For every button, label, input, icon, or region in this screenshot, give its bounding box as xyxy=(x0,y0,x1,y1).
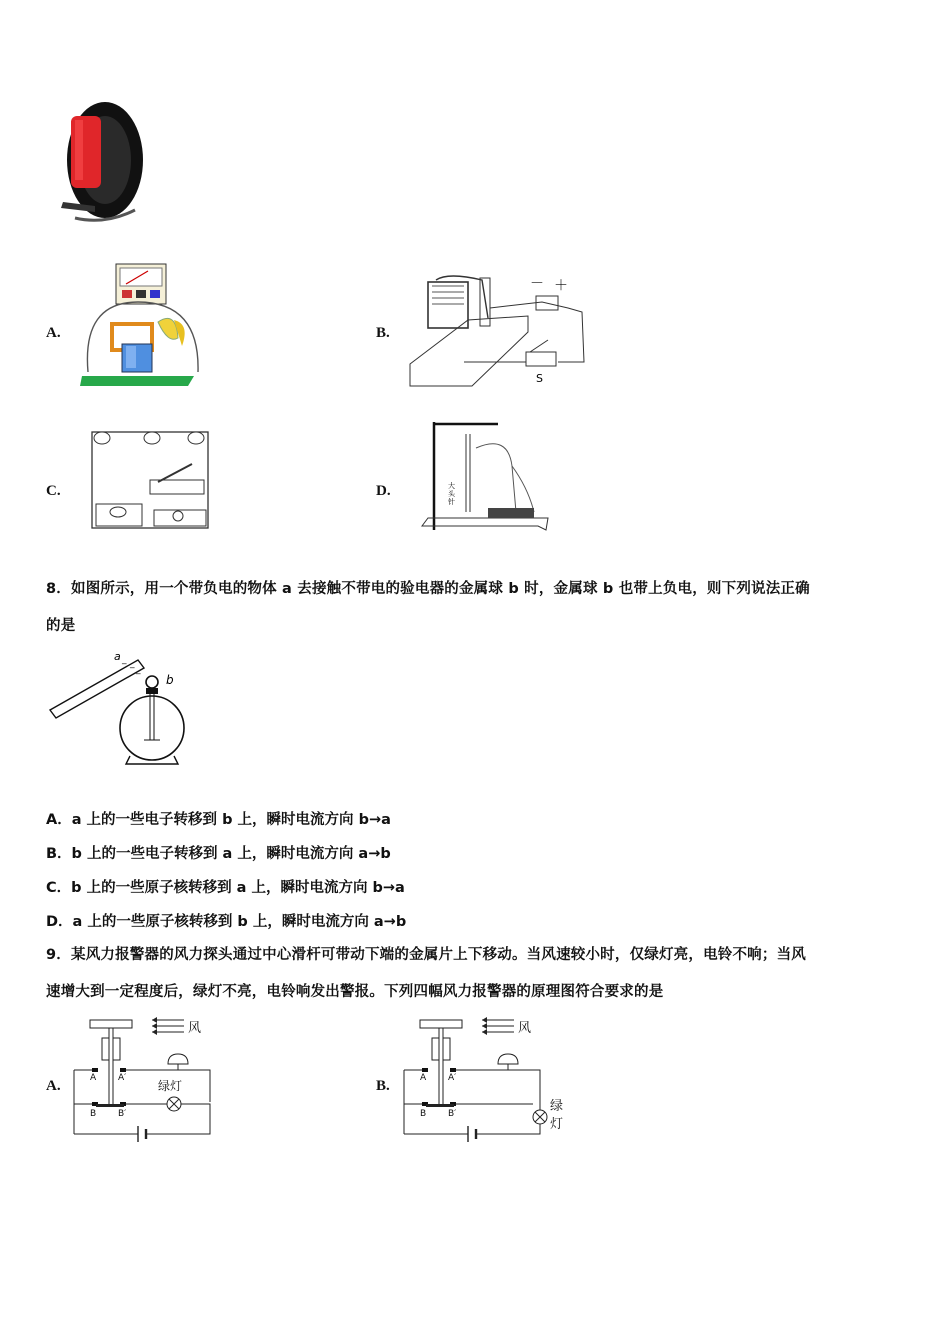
q8-answer-c[interactable]: C．b 上的一些原子核转移到 a 上，瞬时电流方向 b→a xyxy=(46,880,405,896)
q9b-label-a2: A′ xyxy=(448,1073,457,1083)
q9a-lamp-label: 绿灯 xyxy=(158,1079,183,1093)
q7-option-b-figure xyxy=(408,272,588,390)
q9b-lamp-label-1: 绿 xyxy=(550,1099,564,1114)
q9a-label-b2: B′ xyxy=(118,1109,127,1119)
q9a-label-b: B xyxy=(90,1109,97,1119)
svg-text:_: _ xyxy=(136,665,141,675)
q9b-lamp-label-2: 灯 xyxy=(550,1117,564,1132)
q9a-label-a2: A′ xyxy=(118,1073,127,1083)
q9-option-a-circuit xyxy=(72,1012,214,1144)
q7-option-b-label[interactable]: B. xyxy=(376,325,390,341)
q8-answer-d[interactable]: D．a 上的一些原子核转移到 b 上，瞬时电流方向 a→b xyxy=(46,914,407,930)
q9a-label-a: A xyxy=(90,1073,97,1083)
q9b-label-a: A xyxy=(420,1073,427,1083)
q8-question-line1: 8．如图所示，用一个带负电的物体 a 去接触不带电的验电器的金属球 b 时，金属球 b 也带上负电，则下列说法正确 xyxy=(46,581,810,597)
q9b-label-b: B xyxy=(420,1109,427,1119)
svg-text:大: 大 xyxy=(448,482,455,490)
q9-option-b-circuit xyxy=(402,1012,570,1144)
q8-answer-a[interactable]: A．a 上的一些电子转移到 b 上，瞬时电流方向 b→a xyxy=(46,812,391,828)
q7-option-d-label[interactable]: D. xyxy=(376,483,391,499)
q9-option-a-label[interactable]: A. xyxy=(46,1078,61,1094)
svg-text:针: 针 xyxy=(448,498,455,506)
q9-question-line1: 9．某风力报警器的风力探头通过中心滑杆可带动下端的金属片上下移动。当风速较小时，仅绿灯亮，电铃不响；当风 xyxy=(46,947,806,963)
q8-electroscope-figure xyxy=(46,648,196,768)
q9b-label-b2: B′ xyxy=(448,1109,457,1119)
svg-text:＋: ＋ xyxy=(554,278,568,294)
svg-text:_: _ xyxy=(122,655,127,665)
q8-question-line2: 的是 xyxy=(46,618,76,634)
q7-option-d-figure xyxy=(408,418,554,536)
svg-text:_: _ xyxy=(130,659,135,669)
q7-option-a-figure xyxy=(78,262,208,390)
svg-text:－: － xyxy=(530,276,544,292)
q9a-wind-label: 风 xyxy=(188,1021,202,1036)
q8-label-b: b xyxy=(166,673,174,687)
unicycle-image xyxy=(55,100,145,230)
q7-option-c-figure xyxy=(82,424,214,534)
q7-option-a-label[interactable]: A. xyxy=(46,325,61,341)
svg-text:头: 头 xyxy=(448,490,455,498)
q8-label-a: a xyxy=(114,650,121,663)
q9b-wind-label: 风 xyxy=(518,1021,532,1036)
svg-text:S: S xyxy=(536,372,543,385)
q8-answer-b[interactable]: B．b 上的一些电子转移到 a 上，瞬时电流方向 a→b xyxy=(46,846,391,862)
q9-option-b-label[interactable]: B. xyxy=(376,1078,390,1094)
q7-option-c-label[interactable]: C. xyxy=(46,483,61,499)
q9-question-line2: 速增大到一定程度后，绿灯不亮，电铃响发出警报。下列四幅风力报警器的原理图符合要求的是 xyxy=(46,984,664,1000)
